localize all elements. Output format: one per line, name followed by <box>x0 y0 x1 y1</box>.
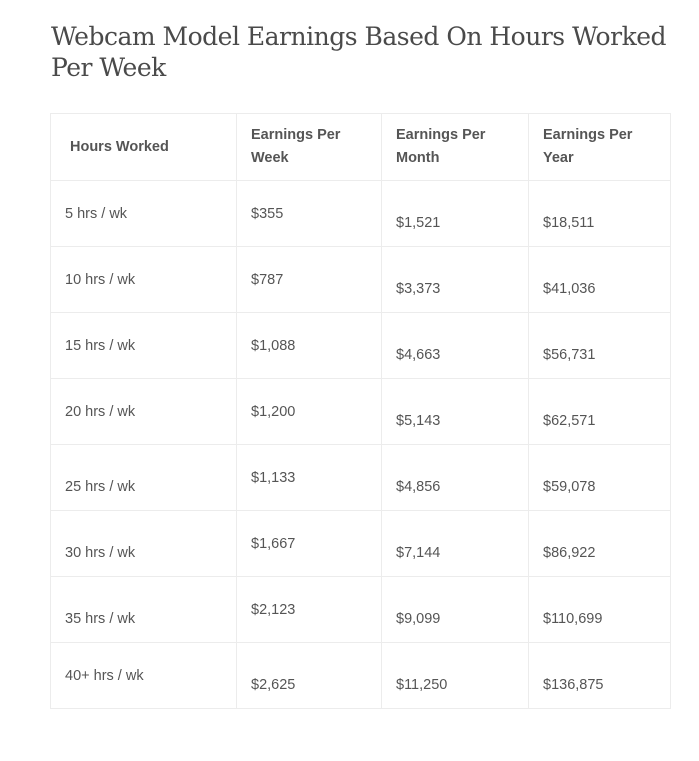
table-row <box>51 511 671 577</box>
cell-earnings-per-week: $787 <box>237 247 382 313</box>
table-row <box>51 247 671 313</box>
cell-earnings-per-month: $3,373 <box>382 247 529 313</box>
column-header-earnings-per-year: Earnings Per Year <box>529 114 671 181</box>
cell-earnings-per-month: $9,099 <box>382 577 529 643</box>
column-header-earnings-per-week: Earnings Per Week <box>237 114 382 181</box>
table-row <box>51 313 671 379</box>
cell-earnings-per-week: $1,133 <box>237 445 382 511</box>
table-row <box>51 181 671 247</box>
cell-hours-worked: 25 hrs / wk <box>51 445 237 511</box>
table-row <box>51 379 671 445</box>
cell-earnings-per-month: $1,521 <box>382 181 529 247</box>
cell-earnings-per-week: $1,667 <box>237 511 382 577</box>
column-header-hours-worked: Hours Worked <box>51 114 237 181</box>
table-row <box>51 577 671 643</box>
cell-hours-worked: 10 hrs / wk <box>51 247 237 313</box>
cell-earnings-per-week: $1,088 <box>237 313 382 379</box>
cell-earnings-per-month: $4,663 <box>382 313 529 379</box>
table-row <box>51 643 671 709</box>
table-row <box>51 445 671 511</box>
cell-earnings-per-month: $4,856 <box>382 445 529 511</box>
cell-earnings-per-year: $41,036 <box>529 247 671 313</box>
cell-earnings-per-year: $62,571 <box>529 379 671 445</box>
page-title: Webcam Model Earnings Based On Hours Worked Per Week <box>51 22 667 82</box>
cell-earnings-per-year: $86,922 <box>529 511 671 577</box>
cell-hours-worked: 5 hrs / wk <box>51 181 237 247</box>
cell-earnings-per-week: $355 <box>237 181 382 247</box>
cell-earnings-per-week: $2,123 <box>237 577 382 643</box>
cell-earnings-per-week: $2,625 <box>237 643 382 709</box>
cell-earnings-per-month: $7,144 <box>382 511 529 577</box>
earnings-table <box>50 113 671 709</box>
table-header-row <box>51 114 671 181</box>
cell-hours-worked: 40+ hrs / wk <box>51 643 237 709</box>
column-header-earnings-per-month: Earnings Per Month <box>382 114 529 181</box>
cell-earnings-per-month: $11,250 <box>382 643 529 709</box>
cell-earnings-per-year: $18,511 <box>529 181 671 247</box>
cell-earnings-per-week: $1,200 <box>237 379 382 445</box>
cell-hours-worked: 35 hrs / wk <box>51 577 237 643</box>
cell-hours-worked: 15 hrs / wk <box>51 313 237 379</box>
cell-earnings-per-year: $59,078 <box>529 445 671 511</box>
cell-earnings-per-year: $110,699 <box>529 577 671 643</box>
cell-hours-worked: 20 hrs / wk <box>51 379 237 445</box>
cell-hours-worked: 30 hrs / wk <box>51 511 237 577</box>
cell-earnings-per-year: $56,731 <box>529 313 671 379</box>
cell-earnings-per-month: $5,143 <box>382 379 529 445</box>
cell-earnings-per-year: $136,875 <box>529 643 671 709</box>
